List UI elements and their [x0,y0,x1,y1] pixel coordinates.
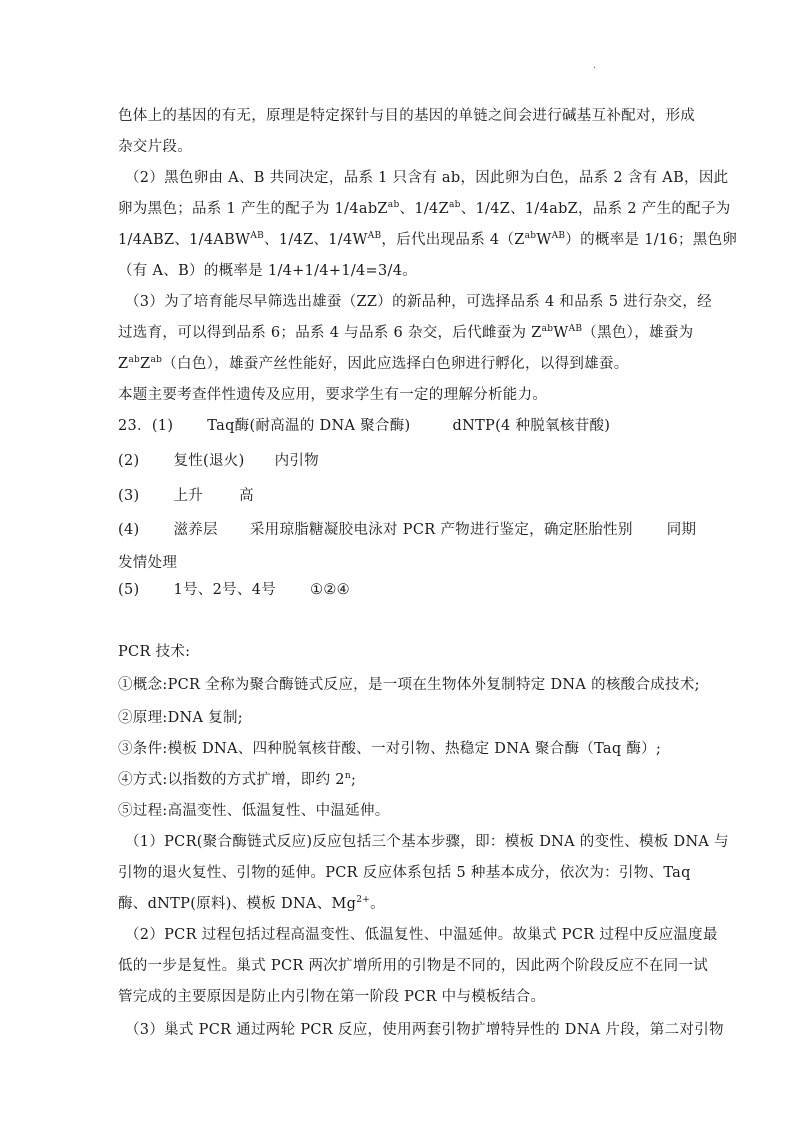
text-run: ）的概率是 1/16；黑色卵 [565,232,738,248]
text-line: （3）巢式 PCR 通过两轮 PCR 反应，使用两套引物扩增特异性的 DNA 片段，第二对引物 [125,1022,724,1038]
answer-line [118,414,610,435]
text-run: 。 [370,896,385,912]
text-run: （黑色），雄蚕为 [582,325,694,341]
text-line: ②原理:DNA 复制; [118,710,243,726]
text-run: 、1/4Z [399,201,449,217]
text-line: 低的一步是复性。巢式 PCR 两次扩增所用的引物是不同的，因此两个阶段反应不在同一试 [118,958,709,974]
answer: Taq酶(耐高温的 DNA 聚合酶) [207,418,411,434]
answer: 内引物 [274,453,319,469]
text-line: ①概念:PCR 全称为聚合酶链式反应，是一项在生物体外复制特定 DNA 的核酸合成技术; [118,677,700,693]
text-line: 管完成的主要原因是防止内引物在第一阶段 PCR 中与模板结合。 [118,989,546,1005]
text-line: （2）黑色卵由 A、B 共同决定，品系 1 只含有 ab，因此卵为白色，品系 2 含有 AB，因此 [125,170,729,186]
text-line: （3）为了培育能尽早筛选出雄蚕（ZZ）的新品种，可选择品系 4 和品系 5 进行杂交，经 [125,294,712,310]
text-run: 过选育，可以得到品系 6；品系 4 与品系 6 杂交，后代雌蚕为 Z [118,325,542,341]
text-line [118,228,737,249]
superscript: 2+ [356,895,371,906]
text-run: 卵为黑色；品系 1 产生的配子为 1/4abZ [118,201,388,217]
answer-line [118,578,350,599]
text-line [118,352,629,373]
superscript: ab [128,355,141,366]
text-run: （白色），雄蚕产丝性能好，因此应选择白色卵进行孵化，以得到雄蚕。 [162,356,629,372]
text-line: 杂交片段。 [118,139,192,155]
answer-line [118,484,254,505]
answer: 高 [239,488,254,504]
text-line [118,768,356,789]
superscript: AB [250,231,265,242]
text-line: （1）PCR(聚合酶链式反应)反应包括三个基本步骤，即：模板 DNA 的变性、模板 DNA 与 [125,834,729,850]
text-run: 、1/4Z、1/4abZ，品系 2 产生的配子为 [460,201,731,217]
answer: 1号、2号、4号 [173,582,277,598]
text-run: ，后代出现品系 4（Z [381,232,525,248]
question-number: (4) [118,522,140,538]
text-line: 引物的退火复性、引物的延伸。PCR 反应体系包括 5 种基本成分，依次为：引物、Taq [118,865,691,881]
answer-line [118,449,319,470]
superscript: ab [448,200,461,211]
section-title: PCR 技术: [118,644,191,660]
superscript: AB [367,231,382,242]
text-run: 酶、dNTP(原料)、模板 DNA、Mg [118,896,357,912]
answer: 采用琼脂糖凝胶电泳对 PCR 产物进行鉴定，确定胚胎性别 [249,522,633,538]
answer: 滋养层 [173,522,218,538]
text-run: 1/4ABZ、1/4ABW [118,232,251,248]
answer: dNTP(4 种脱氧核苷酸) [452,418,611,434]
answer: ①②④ [310,582,350,598]
text-line [118,892,385,913]
question-number: (5) [118,582,140,598]
text-line: 色体上的基因的有无，原理是特定探针与目的基因的单链之间会进行碱基互补配对，形成 [118,108,696,124]
text-run: W [536,232,552,248]
text-run: W [553,325,569,341]
text-run: 、1/4Z、1/4W [264,232,368,248]
answer: 复性(退火) [173,453,245,469]
superscript: AB [568,324,583,335]
superscript: n [344,771,351,782]
text-line: ⑤过程:高温变性、低温复性、中温延伸。 [118,803,390,819]
text-line: （2）PCR 过程包括过程高温变性、低温复性、中温延伸。故巢式 PCR 过程中反应温度最 [125,927,718,943]
text-line: ③条件:模板 DNA、四种脱氧核苷酸、一对引物、热稳定 DNA 聚合酶（Taq 酶）; [118,741,662,757]
superscript: ab [150,355,163,366]
text-run: ④方式:以指数的方式扩增，即约 2 [118,772,345,788]
question-number: 23．(1) [118,418,174,434]
answer-line: 发情处理 [118,555,178,571]
superscript: ab [524,231,537,242]
superscript: AB [551,231,566,242]
text-line [118,321,693,342]
superscript: ab [387,200,400,211]
text-run: Z [118,356,129,372]
answer-line [118,518,696,539]
page-dot: . [593,60,597,71]
question-number: (3) [118,488,140,504]
text-run: ; [350,772,357,788]
question-number: (2) [118,453,140,469]
superscript: ab [541,324,554,335]
text-line: 本题主要考查伴性遗传及应用，要求学生有一定的理解分析能力。 [118,387,548,403]
answer: 上升 [173,488,204,504]
answer: 同期 [666,522,697,538]
text-line: （有 A、B）的概率是 1/4+1/4+1/4=3/4。 [118,263,418,279]
text-line [118,197,731,218]
text-run: Z [140,356,151,372]
